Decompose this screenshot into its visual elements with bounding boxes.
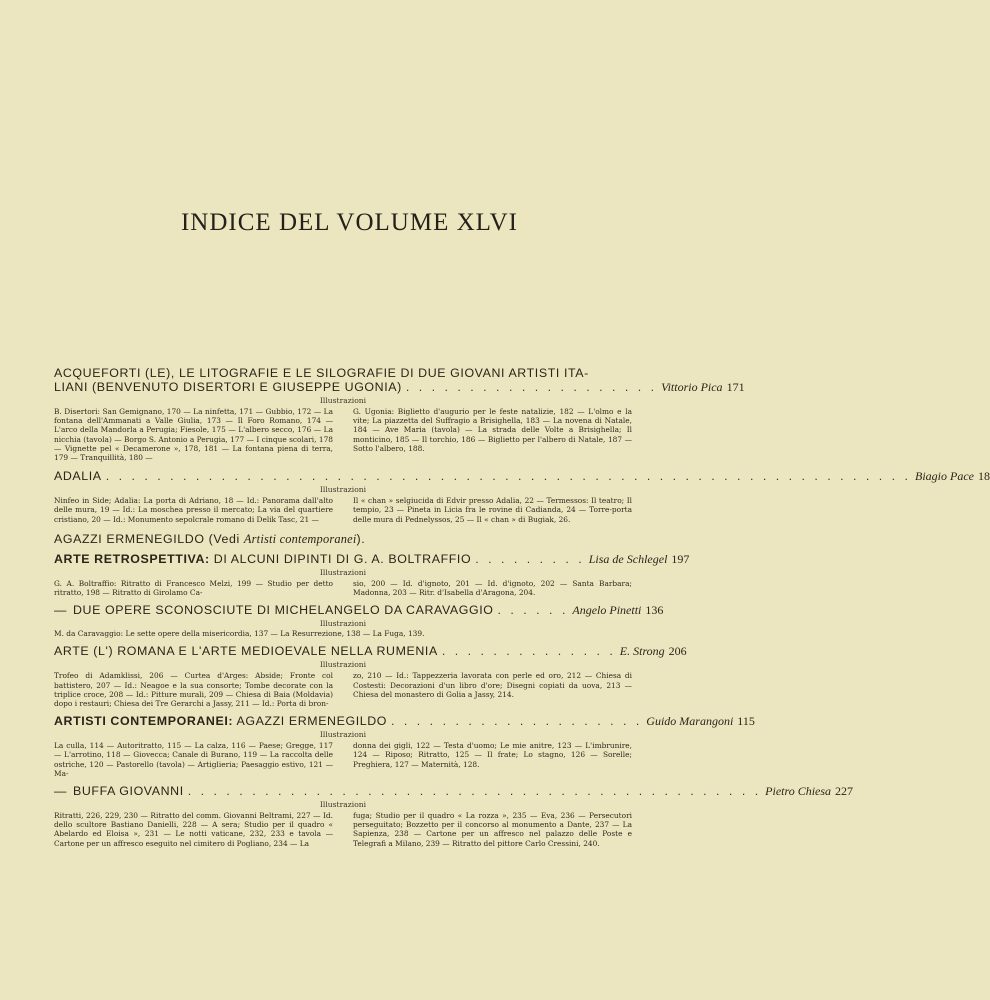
illustrations-right: donna dei gigli, 122 — Testa d'uomo; Le mie anitre, 123 — L'imbrunire, 124 — Riposo; Ritratto, 125 — Il frate; Lo stagno, 126 — Sorelle; Preghiera, 127 — Maternità, 128. <box>353 741 632 769</box>
illustrations-single: M. da Caravaggio: Le sette opere della misericordia, 137 — La Resurrezione, 138 — La Fuga, 139. <box>54 629 425 639</box>
entry-page: 206 <box>668 644 687 659</box>
illustrations-left: Ninfeo in Side; Adalia: La porta di Adriano, 18 — Id.: Panorama dall'alto delle mura, 19 — Id.: La moschea presso il mercato; La via del quartiere cristiano, 20 — Id.: Monumento sepolcrale romano di Delik Tasc, 21 — <box>54 496 333 524</box>
entry-subject: AGAZZI ERMENEGILDO <box>236 714 388 729</box>
entry-subject-end: ). <box>356 531 366 546</box>
illustrations-label: Illustrazioni <box>319 396 367 405</box>
entry-dash: — <box>54 603 67 618</box>
leader-dots: . . . . . . . . . . . . . . . . . . . . <box>405 380 658 394</box>
illustrations-right: G. Ugonia: Biglietto d'augurio per le feste natalizie, 182 — L'olmo e la vite; La piazzetta del Suffragio a Brisighella, 183 — La novena di Natale, 184 — Ave Maria (tavola) — La strada delle Volte a Brisighella; Il monticino, 185 — Il torchio, 186 — Biglietto per l'albero di Natale, 187 — Sotto l'albero, 188. <box>353 407 632 453</box>
illustrations-right: sio, 200 — Id. d'ignoto, 201 — Id. d'ignoto, 202 — Santa Barbara; Madonna, 203 — Ritr. d'Isabella d'Aragona, 204. <box>353 578 632 598</box>
entry-subject-line2: LIANI (BENVENUTO DISERTORI E GIUSEPPE UGONIA) <box>54 380 402 394</box>
illustrations-label: Illustrazioni <box>319 800 367 810</box>
cross-reference-link[interactable]: Artisti contemporanei <box>243 531 357 546</box>
illustrations-left: La culla, 114 — Autoritratto, 115 — La calza, 116 — Paese; Gregge, 117 — L'arrotino, 118 — Giovecca; Canale di Burano, 119 — La raccolta delle ostriche, 120 — Pastorello (tavola) — Artiglieria; Paesaggio estivo, 121 — Ma- <box>54 741 333 778</box>
index-entry-agazzi-ref <box>54 532 632 546</box>
entry-subject-line1: ACQUEFORTI (LE), LE LITOGRAFIE E LE SILOGRAFIE DI DUE GIOVANI ARTISTI ITA- <box>54 366 589 380</box>
entry-page: 136 <box>645 603 664 618</box>
leader-dots: . . . . . . <box>497 603 569 618</box>
illustrations-label: Illustrazioni <box>319 567 367 577</box>
index-entry-caravaggio <box>54 603 664 639</box>
illustrations-left: Ritratti, 226, 229, 230 — Ritratto del comm. Giovanni Beltrami, 227 — Id. dello scultore Bastiano Danielli, 228 — A sera; Studio per il quadro « Abelardo ed Eloisa », 231 — Le notti vaticane, 232, 233 e tavola — Cartone per un affresco eseguito nel cimitero di Pogliano, 234 — La <box>54 811 333 848</box>
illustrations-label: Illustrazioni <box>319 619 367 629</box>
index-entry-arte-romana <box>54 644 687 709</box>
entry-page: 197 <box>671 551 690 566</box>
index-list <box>54 366 990 853</box>
index-entry-artisti-contemporanei <box>54 714 755 778</box>
entry-subject: BUFFA GIOVANNI <box>73 784 184 799</box>
entry-author: Lisa de Schlegel <box>588 551 668 566</box>
entry-subject: DUE OPERE SCONOSCIUTE DI MICHELANGELO DA CARAVAGGIO <box>73 603 494 618</box>
leader-dots: . . . . . . . . . . . . . . . . . . . . . . . . . . . . . . . . . . . . . . . . . . . . . . . . . . . . . . . . . . . . . . . <box>105 469 912 484</box>
illustrations-left: G. A. Boltraffio: Ritratto di Francesco Melzi, 199 — Studio per detto ritratto, 198 — Ritratto di Girolamo Ca- <box>54 578 333 598</box>
entry-author: E. Strong <box>619 644 665 659</box>
entry-author: Vittorio Pica <box>661 380 723 394</box>
entry-dash: — <box>54 784 67 799</box>
entry-page: 171 <box>726 380 745 394</box>
entry-author: Guido Marangoni <box>646 714 734 729</box>
illustrations-right: fuga; Studio per il quadro « La rozza », 235 — Eva, 236 — Persecutori perseguitato; Bozzetto per il concorso al monumento a Dante, 237 — La Sapienza, 238 — Cartone per un affresco nel palazzo delle Poste e Telegrafi a Milano, 239 — Ritratto del pittore Carlo Cressini, 240. <box>353 811 632 848</box>
entry-page: 115 <box>737 714 755 729</box>
entry-subject-bold: ARTISTI CONTEMPORANEI: <box>54 714 234 729</box>
illustrations-left: B. Disertori: San Gemignano, 170 — La ninfetta, 171 — Gubbio, 172 — La fontana dell'Ammanati a Valle Giulia, 173 — Il Foro Romano, 174 — L'arco della Mandorla a Perugia; Fiesole, 175 — L'albero secco, 176 — La nicchia (tavola) — Borgo S. Antonio a Perugia, 177 — I cinque scolari, 178 — Vignette pel « Decamerone », 178, 181 — La fontana piena di terra, 179 — Tranquillità, 180 — <box>54 407 333 463</box>
illustrations-right: zo, 210 — Id.: Tappezzeria lavorata con perle ed oro, 212 — Chiesa di Costesti: Decorazioni d'un libro d'ore; Disegni copiati da uova, 213 — Chiesa del monastero di Golia a Jassy, 214. <box>353 671 632 699</box>
entry-author: Pietro Chiesa <box>765 784 832 799</box>
index-entry-buffa <box>54 784 854 848</box>
entry-page: 227 <box>835 784 854 799</box>
page-title: INDICE DEL VOLUME XLVI <box>180 209 518 236</box>
illustrations-label: Illustrazioni <box>319 485 367 495</box>
leader-dots: . . . . . . . . . . . . . . . . . . . . <box>391 714 643 729</box>
entry-subject: AGAZZI ERMENEGILDO (Vedi <box>54 531 240 546</box>
entry-subject: ADALIA <box>54 469 102 484</box>
leader-dots: . . . . . . . . . . . . . . . . . . . . . . . . . . . . . . . . . . . . . . . . . . . . . <box>187 784 762 799</box>
index-entry-acqueforti <box>54 366 745 463</box>
entry-author: Biagio Pace <box>915 469 974 484</box>
entry-subject: ARTE (L') ROMANA E L'ARTE MEDIOEVALE NELLA RUMENIA <box>54 644 438 659</box>
illustrations-left: Trofeo di Adamklissi, 206 — Curtea d'Arges: Abside; Fronte col battistero, 207 — Id.: Neagoe e la sua consorte; Tombe decorate con la triplice croce, 208 — Id.: Pitture murali, 209 — Chiesa di Baia (Moldavia) dopo i restauri; Chiesa dei Tre Gerarchi a Jassy, 211 — Id.: Porta di bron- <box>54 671 333 709</box>
entry-subject: DI ALCUNI DIPINTI DI G. A. BOLTRAFFIO <box>213 551 472 566</box>
entry-subject-bold: ARTE RETROSPETTIVA: <box>54 551 210 566</box>
illustrations-right: Il « chan » selgiucida di Edvir presso Adalia, 22 — Termessos: Il teatro; Il tempio, 23 — Pineta in Licia fra le rovine di Cadianda, 24 — Torre-porta delle mura di Pednelyssos, 25 — Il « chan » di Bugiak, 26. <box>353 496 632 524</box>
entry-author: Angelo Pinetti <box>572 603 642 618</box>
leader-dots: . . . . . . . . . . . . . . <box>441 644 616 659</box>
illustrations-label: Illustrazioni <box>319 660 367 670</box>
index-entry-arte-retrospettiva <box>54 551 690 598</box>
entry-page: 18 <box>978 469 990 484</box>
leader-dots: . . . . . . . . . <box>475 551 585 566</box>
index-entry-adalia <box>54 469 990 524</box>
illustrations-label: Illustrazioni <box>319 730 367 740</box>
